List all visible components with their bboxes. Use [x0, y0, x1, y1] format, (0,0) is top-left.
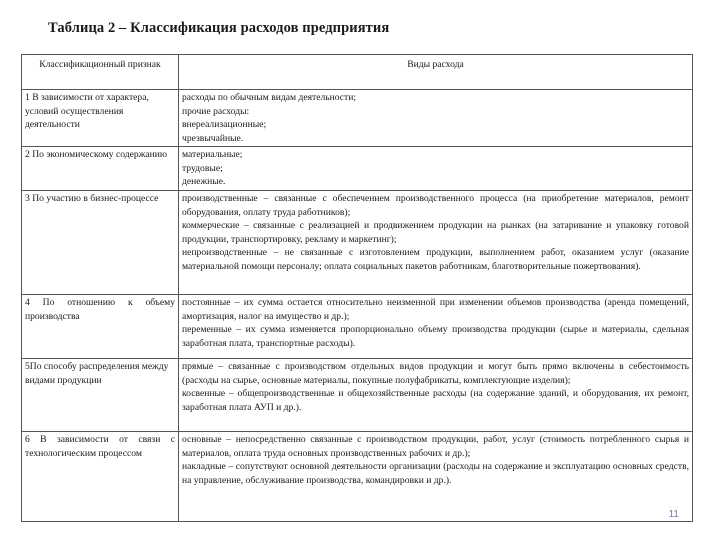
type-item: коммерческие – связанные с реализацией и продвижением продукции на рынках (на затаривание и упаковку готовой продукции, транспортировку, рекламу и маркетинг);: [182, 220, 689, 245]
type-item: производственные – связанные с обеспечением производственного процесса (на приобретение материалов, ремонт оборудования, оплату труда работников);: [182, 193, 689, 218]
table-row: [22, 147, 693, 191]
criterion-cell: 6 В зависимости от связи с технологическим процессом: [22, 432, 179, 522]
type-item: расходы по обычным видам деятельности;: [182, 92, 357, 103]
criterion-cell: 5По способу распределения между видами продукции: [22, 359, 179, 432]
table-row: [22, 295, 693, 359]
type-item: основные – непосредственно связанные с производством продукции, работ, услуг (стоимость потребленного сырья и материалов, оплата труда основных производственных рабочих и др.);: [182, 434, 689, 459]
table-row: [22, 191, 693, 295]
type-item: прямые – связанные с производством отдельных видов продукции и могут быть прямо включены в себестоимость (расходы на сырье, основные материалы, покупные полуфабрикаты, комплектующие изделия);: [182, 361, 689, 386]
expense-classification-table: [21, 54, 693, 522]
type-item: косвенные – общепроизводственные и общехозяйственные расходы (на содержание зданий, и оборудования, их ремонт, заработная плата АУП и др.).: [182, 388, 689, 413]
type-item: непроизводственные – не связанные с изготовлением продукции, выполнением работ, оказанием услуг (оказание материальной помощи персоналу; оплата социальных пакетов работникам, благотворительные пожертвования).: [182, 247, 689, 272]
type-item: прочие расходы:: [182, 105, 250, 117]
types-cell: [179, 147, 693, 191]
table-row: [22, 432, 693, 522]
table-header-row: [22, 55, 693, 90]
header-criterion: Классификационный признак: [22, 55, 179, 90]
type-item: постоянные – их сумма остается относительно неизменной при изменении объемов производства (аренда помещений, амортизация, налог на имущество и др.);: [182, 297, 689, 322]
types-cell: [179, 191, 693, 295]
header-expense-types: Виды расхода: [179, 55, 693, 90]
criterion-cell: 2 По экономическому содержанию: [22, 147, 179, 191]
type-item: трудовые;: [182, 162, 223, 174]
table-title: Таблица 2 – Классификация расходов предприятия: [48, 20, 390, 36]
types-cell: [179, 295, 693, 359]
types-cell: [179, 90, 693, 147]
page-number: 11: [668, 509, 679, 520]
criterion-cell: 3 По участию в бизнес-процессе: [22, 191, 179, 295]
types-cell: [179, 432, 693, 522]
type-item: чрезвычайные.: [182, 132, 244, 144]
type-item: денежные.: [182, 176, 226, 188]
type-item: внереализационные;: [182, 119, 267, 131]
criterion-cell: 4 По отношению к объему производства: [22, 295, 179, 359]
criterion-cell: 1 В зависимости от характера, условий осуществления деятельности: [22, 90, 179, 147]
table-row: [22, 359, 693, 432]
table-row: [22, 90, 693, 147]
type-item: переменные – их сумма изменяется пропорционально объему производства продукции (сырье и материалы, сдельная заработная плата, транспортные расходы).: [182, 324, 689, 349]
type-item: материальные;: [182, 149, 243, 160]
type-item: накладные – сопутствуют основной деятельности организации (расходы на содержание и эксплуатацию основных средств, на управление, обслуживание производства, командировки и др.).: [182, 461, 689, 486]
types-cell: [179, 359, 693, 432]
